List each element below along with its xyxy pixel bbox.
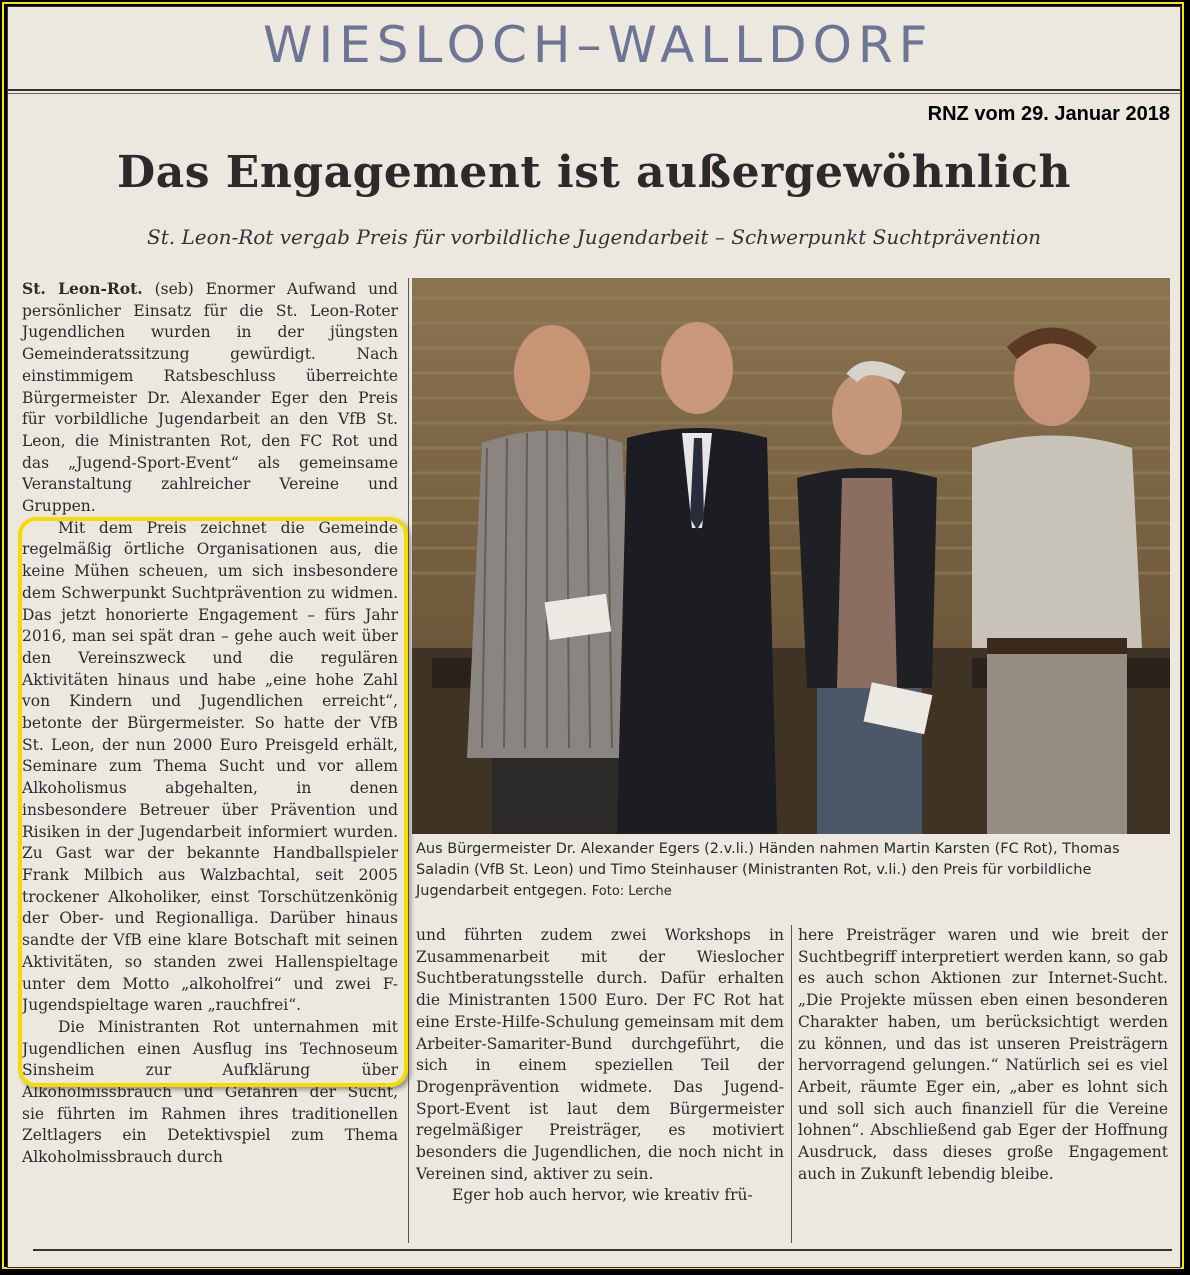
masthead-rule-thin: [8, 93, 1180, 94]
masthead: WIESLOCH–WALLDORF: [263, 16, 934, 74]
dateline: St. Leon-Rot.: [22, 279, 143, 298]
article-column-2: [416, 925, 784, 1207]
award-photo: [412, 278, 1170, 834]
photo-illustration: [412, 278, 1170, 834]
bottom-rule: [33, 1249, 1172, 1251]
headline: Das Engagement ist außergewöhnlich: [117, 147, 1071, 198]
paragraph-intro: St. Leon-Rot. (seb) Enormer Aufwand und persönlicher Einsatz für die St. Leon-Roter Jugendlichen wurden in der jüngsten Gemeinderatssitzung gewürdigt. Nach einstimmigem Ratsbeschluss überreichte Bürgermeister Dr. Alexander Eger den Preis für vorbildliche Jugendarbeit an den VfB St. Leon, die Ministranten Rot, den FC Rot und das „Jugend-Sport-Event“ als gemeinsame Veranstaltung zahlreicher Vereine und Gruppen.: [22, 279, 398, 516]
newspaper-clipping: [7, 6, 1181, 1268]
column-divider-1: [408, 278, 409, 1243]
paragraph-highlighted: Mit dem Preis zeichnet die Gemeinde regelmäßig örtliche Organisationen aus, die keine Mühen scheuen, um sich insbesondere dem Schwerpunkt Suchtprävention zu widmen. Das jetzt honorierte Engagement – fürs Jahr 2016, man sei spät dran – gehe auch weit über den Vereinszweck und die regulären Aktivitäten hinaus und habe „eine hohe Zahl von Kindern und Jugendlichen erreicht“, betonte der Bürgermeister. So hatte der VfB St. Leon, der nun 2000 Euro Preisgeld erhält, Seminare zum Thema Sucht und vor allem Alkoholismus abgehalten, in denen insbesondere Betreuer über Prävention und Risiken in der Jugendarbeit informiert wurden. Zu Gast war der bekannte Handballspieler Frank Milbich aus Walzbachtal, seit 2005 trockener Alkoholiker, einst Torschützenkönig der Ober- und Regionalliga. Darüber hinaus sandte der VfB eine klare Botschaft mit seinen Aktivitäten, so standen zwei Hallenspieltage unter dem Motto „alkoholfrei“ und zwei F-Jugendspieltage waren „rauchfrei“.: [22, 518, 398, 1015]
subheadline: St. Leon-Rot vergab Preis für vorbildliche Jugendarbeit – Schwerpunkt Suchtprävention: [147, 225, 1041, 249]
column-divider-2: [791, 925, 792, 1243]
article-column-3: [798, 925, 1168, 1185]
paragraph-ministranten: Die Ministranten Rot unternahmen mit Jugendlichen einen Ausflug ins Technoseum Sinsheim zur Aufklärung über Alkoholmissbrauch und Gefahren der Sucht, sie führten im Rahmen ihres traditionellen Zeltlagers ein Detektivspiel zum Thema Alkoholmissbrauch durch: [22, 1017, 398, 1167]
photo-caption: Aus Bürgermeister Dr. Alexander Egers (2.v.li.) Händen nahmen Martin Karsten (FC Rot), Thomas Saladin (VfB St. Leon) und Timo Steinhauser (Ministranten Rot, v.li.) den Preis für vorbildliche Jugendarbeit entgegen. Foto: Lerche: [416, 841, 1120, 899]
masthead-rule: [8, 89, 1180, 91]
paragraph-eger: Eger hob auch hervor, wie kreativ frü-: [452, 1186, 753, 1205]
photo-credit: Foto: Lerche: [591, 884, 672, 899]
paragraph-closing: here Preisträger waren und wie breit der Suchtbegriff interpretiert werden kann, so gab es auch schon Aktionen zur Internet-Sucht. „Die Projekte müssen eben einen besonderen Charakter haben, um berücksichtigt werden zu können, und das ist unseren Preisträgern hervorragend gelungen.“ Natürlich sei es viel Arbeit, räumte Eger ein, „aber es lohnt sich und soll sich auch finanziell für die Vereine lohnen“. Abschließend gab Eger der Hoffnung Ausdruck, dass dieses große Engagement auch in Zukunft lebendig bleibe.: [798, 926, 1168, 1183]
article-column-1: [22, 278, 398, 1169]
source-date-label: RNZ vom 29. Januar 2018: [927, 103, 1170, 125]
paragraph-continued: und führten zudem zwei Workshops in Zusammenarbeit mit der Wieslocher Suchtberatungsstelle durch. Dafür erhalten die Ministranten 1500 Euro. Der FC Rot hat eine Erste-Hilfe-Schulung gemeinsam mit dem Arbeiter-Samariter-Bund durchgeführt, die sich in einem speziellen Teil der Drogenprävention widmete. Das Jugend-Sport-Event ist laut dem Bürgermeister regelmäßiger Preisträger, es motiviert besonders die Jugendlichen, die noch nicht in Vereinen sind, aktiver zu sein.: [416, 926, 784, 1183]
